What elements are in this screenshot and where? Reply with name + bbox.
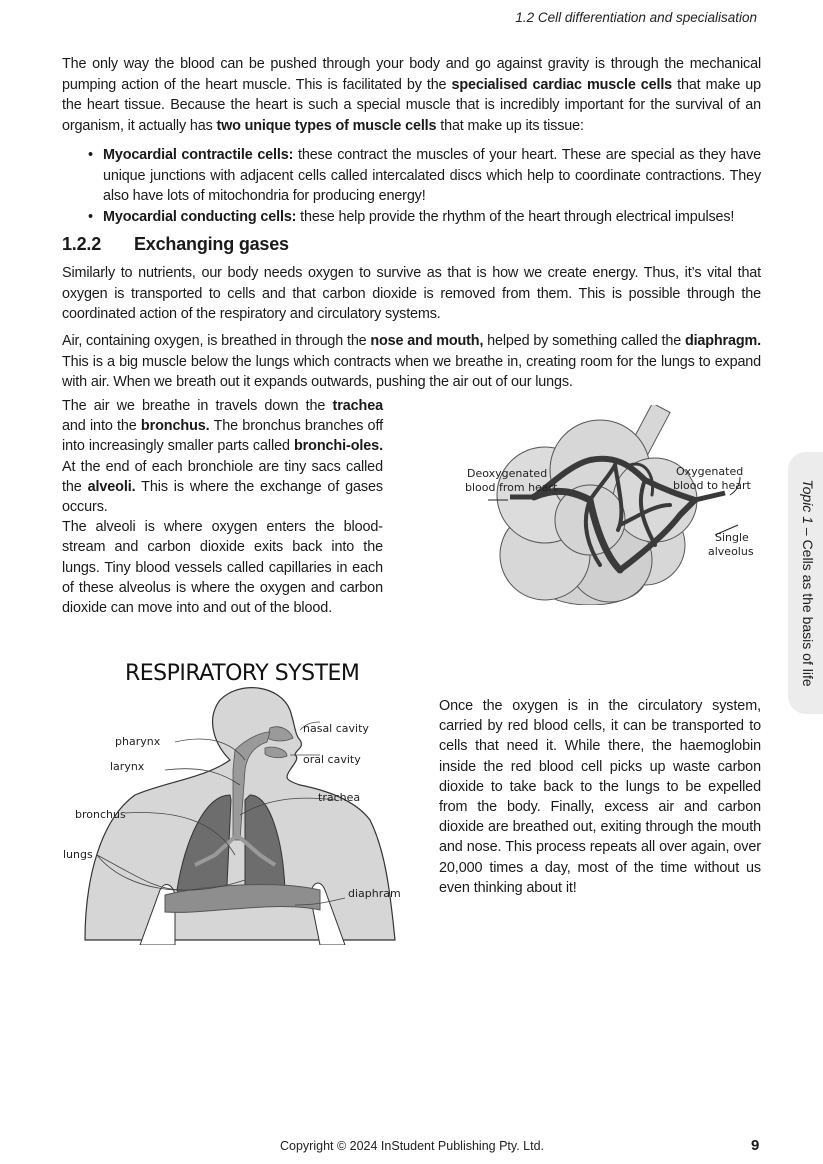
muscle-cell-list [88, 145, 761, 227]
bold-term: alveoli. [87, 478, 136, 495]
text: helped by something called the [483, 333, 685, 349]
left-column-text [62, 396, 383, 618]
label-oral-cavity: oral cavity [303, 753, 361, 766]
label-nasal-cavity: nasal cavity [303, 722, 369, 735]
text: This is where the exchange of gases occurs. [62, 478, 383, 516]
topic-title: Cells as the basis of life [800, 539, 816, 687]
label-trachea: trachea [318, 791, 361, 804]
text: that make up the heart tissue. Because the heart is such a special muscle that is incredibly important for the survival of an organism, it actually has [62, 76, 762, 134]
label-diaphram: diaphram [348, 887, 401, 900]
copyright-footer: Copyright © 2024 InStudent Publishing Pty. Ltd. [280, 1139, 545, 1153]
text: Air, containing oxygen, is breathed in through the [62, 333, 371, 349]
paragraph: Similarly to nutrients, our body needs oxygen to survive as that is how we create energy. Thus, it’s vital that oxygen is transported to cells and that carbon dioxide is removed from them. This is possible through the coordinated action of the respiratory and circulatory systems. [62, 265, 761, 323]
topic-side-tab-label [800, 479, 816, 686]
intro-paragraph [62, 54, 761, 136]
paragraph [62, 331, 761, 393]
text: The bronchus branches off into increasingly smaller parts called [62, 418, 383, 455]
text: these contract the muscles of your heart. These are special as they have unique junctions with adjacent cells called intercalated discs which help to coordinate contractions. They also have lots of mitochondria for producing energy! [103, 147, 762, 205]
text: and into the [62, 418, 141, 435]
list-item [88, 145, 761, 207]
figure-title: RESPIRATORY SYSTEM [125, 661, 360, 686]
vessel-out [695, 493, 725, 500]
bold-term: Myocardial contractile cells: [103, 147, 294, 163]
list-item [88, 207, 761, 228]
bullet-marker: • [88, 147, 93, 163]
text: At the end of each bronchiole are tiny sacs called the [62, 458, 383, 495]
section-heading [62, 234, 289, 255]
text: The alveoli is where oxygen enters the blood-stream and carbon dioxide exits back into the lungs. Tiny blood vessels called capillaries in each of these alveolus is where the oxygen and carbon dioxide can move into and out of the blood. [62, 519, 383, 617]
label-deoxygenated-2: blood from heart [465, 481, 558, 494]
text: This is a big muscle below the lungs which contracts when we breathe in, creating room for the lungs to expand with air. When we breath out it expands outwards, pushing the air out of our lungs. [62, 353, 761, 391]
label-bronchus: bronchus [75, 808, 126, 821]
topic-number: Topic 1 [800, 479, 816, 524]
right-column-text: Once the oxygen is in the circulatory system, carried by red blood cells, it can be transported to cells that need it. While there, the haemoglobin inside the red blood cell picks up waste carbon dioxide to take back to the lungs to be expelled from the body. Finally, excess air and carbon dioxide are breathed out, exiting through the mouth and nose. This process repeats all over again, over 20,000 times a day, most of the time without us even thinking about it! [439, 698, 761, 896]
text: these help provide the rhythm of the heart through electrical impulses! [296, 208, 735, 225]
bold-term: two unique types of muscle cells [216, 117, 437, 134]
label-pharynx: pharynx [115, 735, 161, 748]
bold-term: bronchi-oles. [293, 438, 383, 455]
bold-term: Myocardial conducting cells: [103, 208, 297, 225]
section-number: 1.2.2 [62, 234, 102, 254]
bold-term: specialised cardiac muscle cells [451, 76, 673, 93]
dash: – [800, 523, 816, 540]
page-number: 9 [751, 1137, 760, 1154]
label-deoxygenated: Deoxygenated [467, 467, 548, 480]
label-oxygenated: Oxygenated [676, 465, 744, 478]
bullet-marker: • [88, 208, 93, 225]
section-title: Exchanging gases [134, 234, 289, 254]
label-lungs: lungs [63, 848, 93, 861]
label-larynx: larynx [110, 760, 145, 773]
label-alveolus: alveolus [708, 545, 754, 558]
text: The air we breathe in travels down the [62, 398, 333, 414]
label-oxygenated-2: blood to heart [673, 479, 751, 492]
running-head: 1.2 Cell differentiation and specialisation [515, 10, 757, 25]
label-single: Single [715, 531, 749, 544]
bold-term: bronchus. [140, 418, 210, 435]
bold-term: nose and mouth, [370, 333, 484, 349]
bold-term: trachea [332, 398, 383, 414]
text: The only way the blood can be pushed through your body and go against gravity is through the mechanical pumping action of the heart muscle. This is facilitated by the [62, 56, 761, 93]
text: that make up its tissue: [436, 117, 584, 134]
alveolus-figure [440, 405, 760, 605]
respiratory-system-figure [55, 650, 425, 945]
bold-term: diaphragm. [684, 333, 761, 349]
